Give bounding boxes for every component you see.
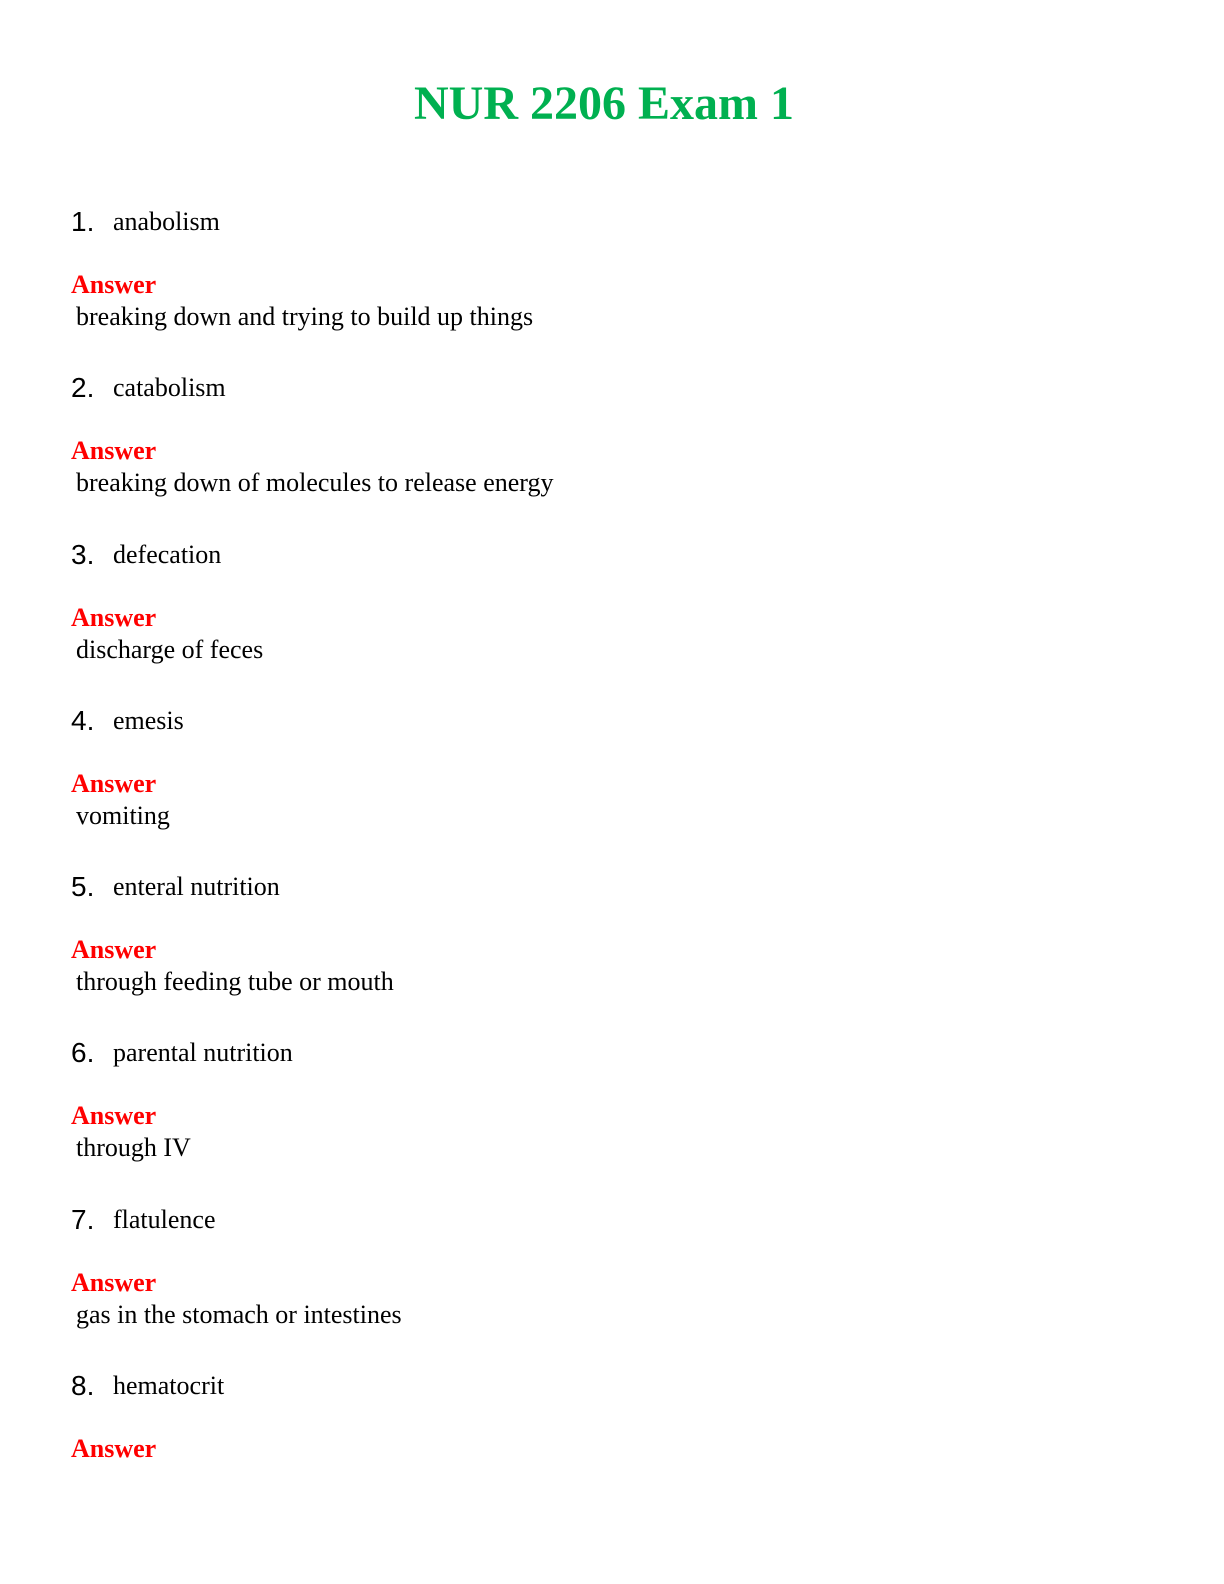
question-term: parental nutrition [113,1038,293,1068]
answer-text: through feeding tube or mouth [76,967,394,997]
question-item [71,1198,1171,1364]
answer-label: Answer [71,935,157,965]
question [71,1364,224,1408]
question-term: catabolism [113,373,226,403]
answer-label: Answer [71,602,157,632]
question-number: 3. [71,538,95,570]
question-item [71,1364,1171,1530]
question-term: defecation [113,539,222,569]
question-number: 2. [71,372,95,404]
answer-label: Answer [71,768,157,798]
question-number: 1. [71,206,95,237]
answer-text: breaking down and trying to build up things [76,302,534,331]
answer-text: gas in the stomach or intestines [76,1299,402,1329]
answer-text: vomiting [76,800,170,830]
answer-label: Answer [71,1267,157,1297]
question [71,1031,293,1075]
question [71,699,184,743]
question-number: 5. [71,871,95,903]
answer-text: breaking down of molecules to release energy [76,468,554,498]
question-number: 4. [71,704,95,736]
question-item [71,533,1171,699]
question-item [71,699,1171,865]
question [71,366,226,410]
page-title: NUR 2206 Exam 1 [414,77,794,130]
question-item [71,366,1171,532]
question [71,1198,216,1242]
answer-label: Answer [71,1101,157,1131]
question [71,533,221,577]
answer-text: through IV [76,1133,191,1163]
question-term: enteral nutrition [113,872,280,902]
question-number: 7. [71,1203,95,1235]
answer-text: discharge of feces [76,634,264,664]
question-list [71,200,1171,1530]
question-term: flatulence [113,1204,216,1234]
question-item [71,1031,1171,1197]
question-number: 8. [71,1370,95,1402]
answer-label: Answer [71,436,157,466]
answer-label: Answer [71,270,157,299]
answer-label: Answer [71,1434,157,1464]
question [71,865,280,909]
question-item [71,200,1171,366]
question-term: emesis [113,705,184,735]
question [71,200,220,244]
question-item [71,865,1171,1031]
question-term: anabolism [113,207,220,236]
question-number: 6. [71,1037,95,1069]
question-term: hematocrit [113,1371,225,1401]
